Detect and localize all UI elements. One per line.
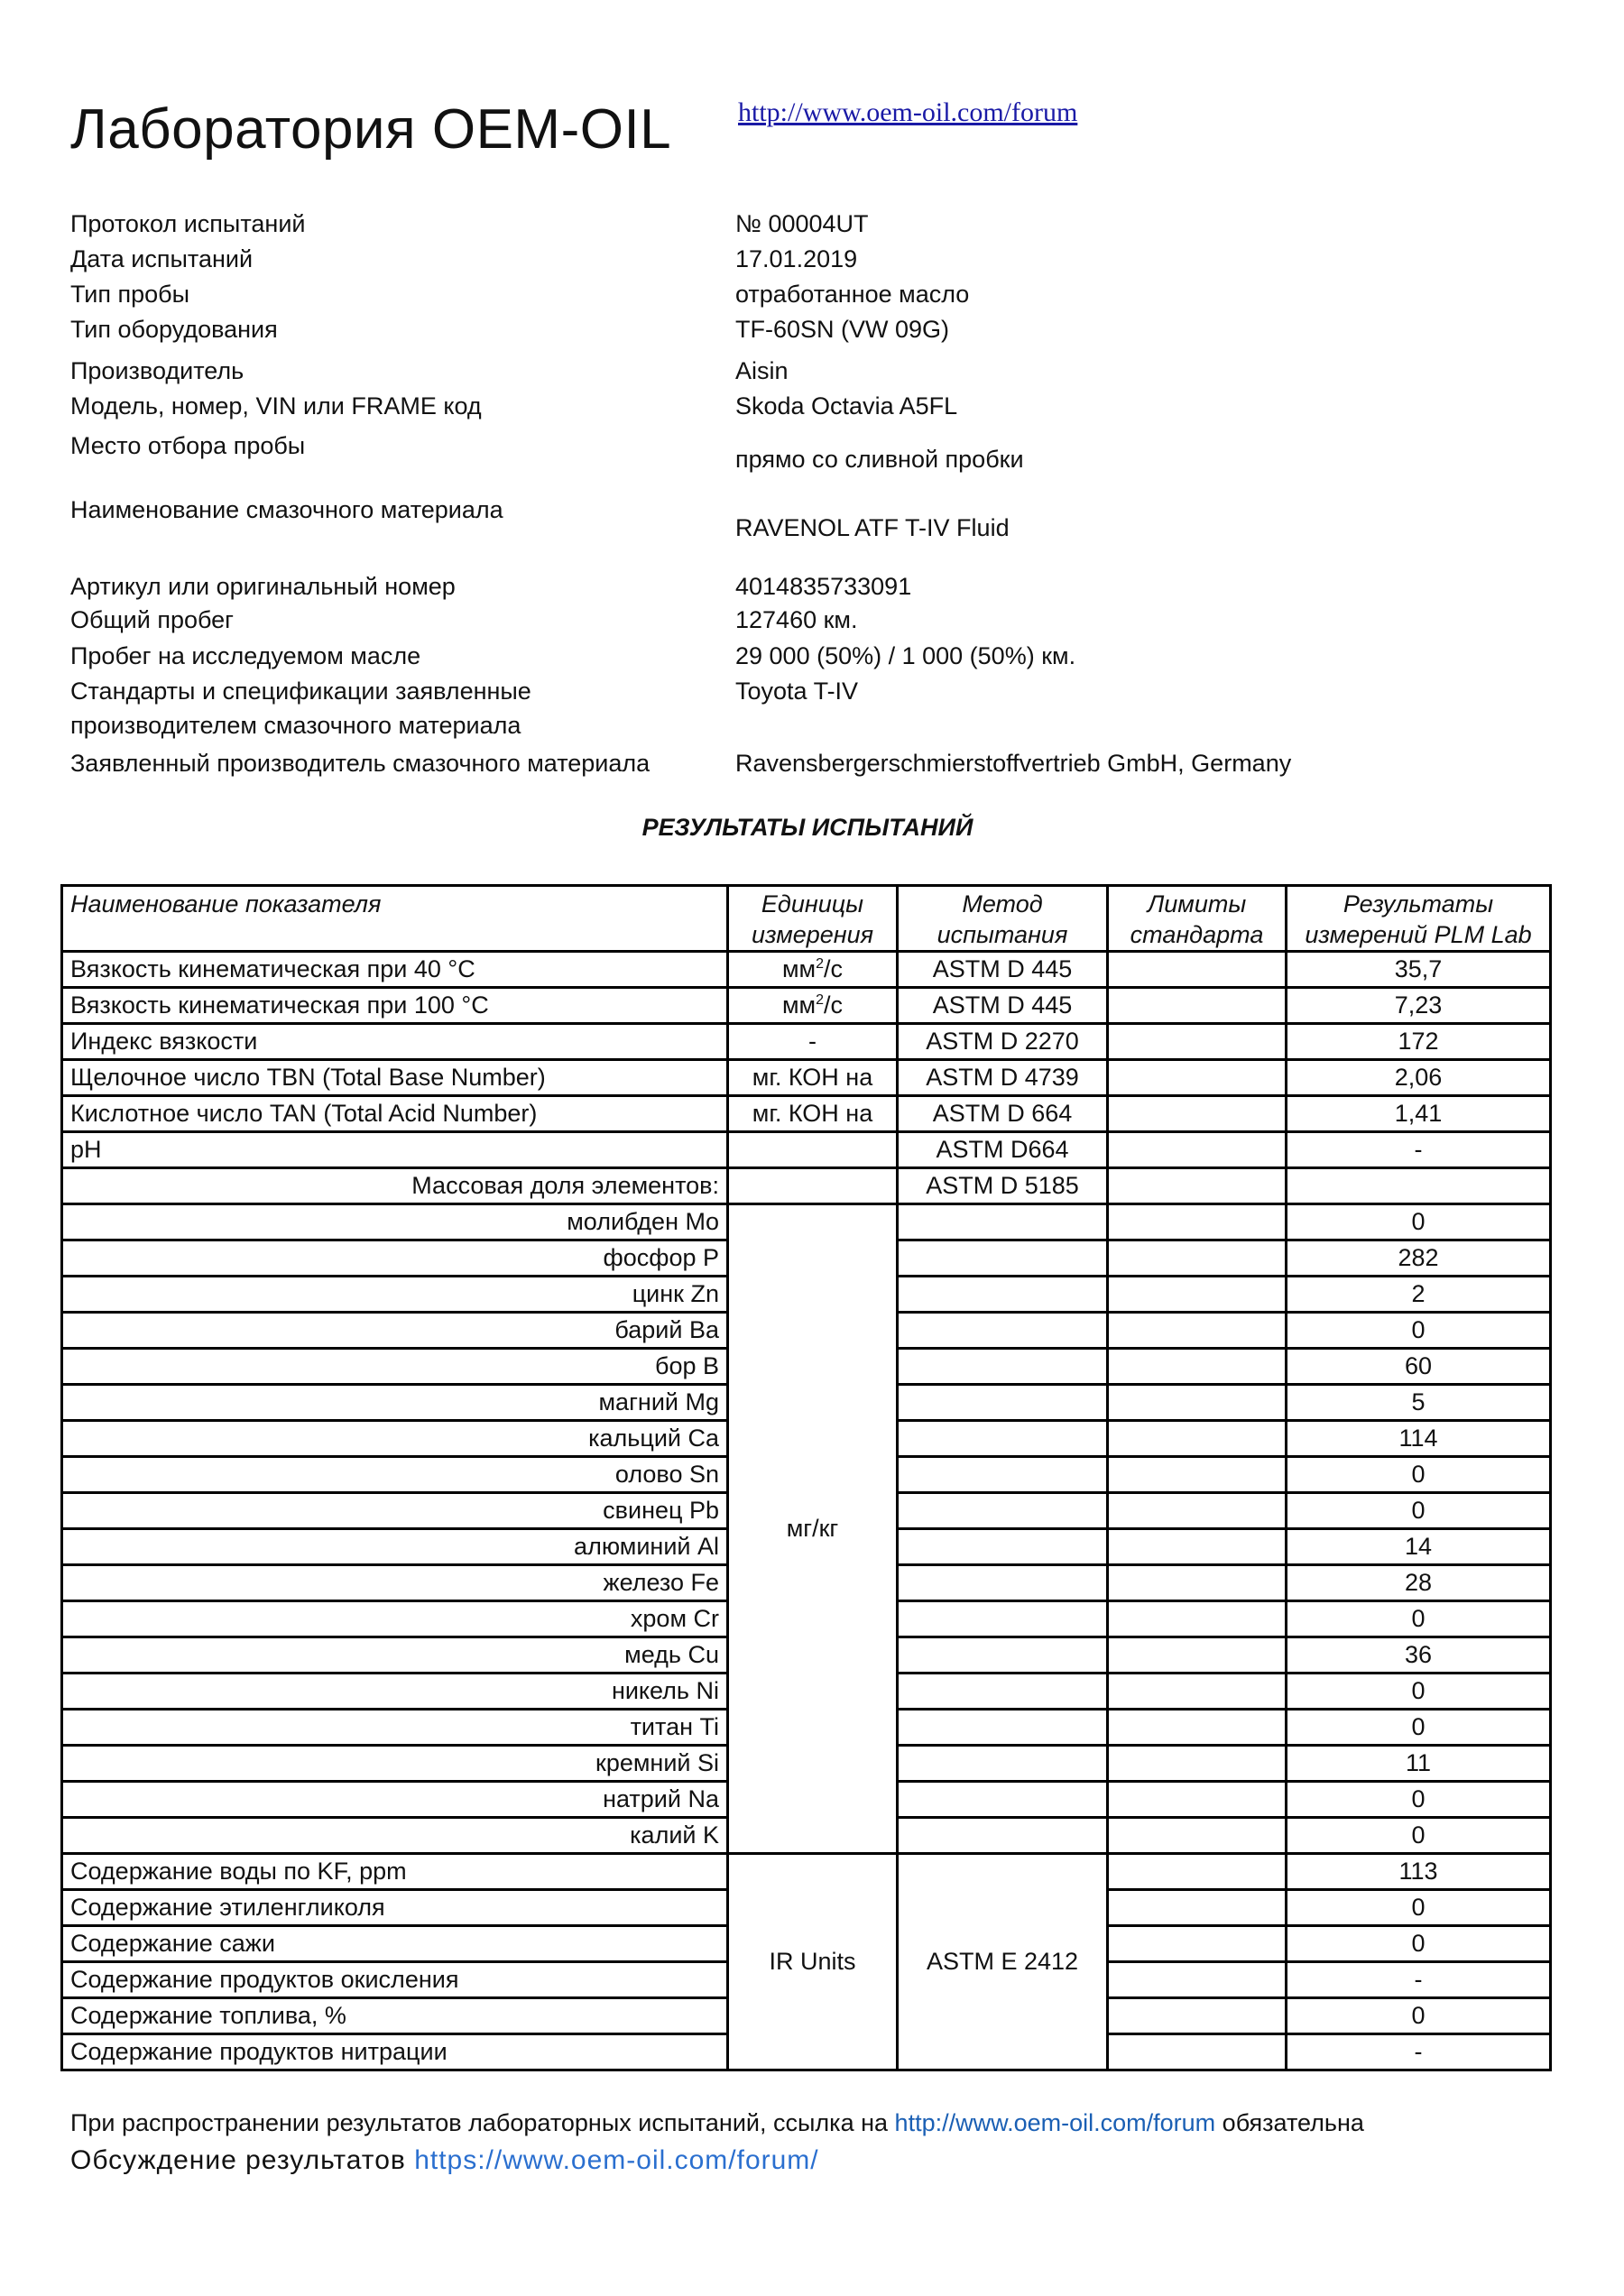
test-method	[898, 1782, 1108, 1818]
parameter-name: Содержание продуктов окисления	[62, 1962, 728, 1998]
element-name: фосфор P	[62, 1240, 728, 1277]
info-label: Модель, номер, VIN или FRAME код	[70, 392, 482, 420]
standard-limit	[1108, 1060, 1287, 1096]
element-name: хром Cr	[62, 1601, 728, 1637]
test-method: ASTM D 5185	[898, 1168, 1108, 1204]
info-value: TF-60SN (VW 09G)	[735, 316, 950, 343]
element-name: железо Fe	[62, 1565, 728, 1601]
parameter-name: Содержание этиленгликоля	[62, 1890, 728, 1926]
info-value: прямо со сливной пробки	[735, 446, 1024, 473]
parameter-name: Вязкость кинематическая при 40 °C	[62, 952, 728, 988]
standard-limit	[1108, 1457, 1287, 1493]
standard-limit	[1108, 1277, 1287, 1313]
result-value: 0	[1287, 1782, 1551, 1818]
parameter-name: Индекс вязкости	[62, 1024, 728, 1060]
element-name: цинк Zn	[62, 1277, 728, 1313]
test-method	[898, 1385, 1108, 1421]
standard-limit	[1108, 1674, 1287, 1710]
standard-limit	[1108, 1349, 1287, 1385]
standard-limit	[1108, 1168, 1287, 1204]
standard-limit	[1108, 1998, 1287, 2034]
element-name: алюминий Al	[62, 1529, 728, 1565]
info-value: RAVENOL ATF T-IV Fluid	[735, 514, 1010, 541]
standard-limit	[1108, 1132, 1287, 1168]
unit-tail: /с	[824, 991, 844, 1019]
parameter-unit: мг. КОН на	[728, 1096, 898, 1132]
column-header-units: Единицы измерения	[728, 886, 898, 952]
result-value: -	[1287, 1132, 1551, 1168]
element-name: олово Sn	[62, 1457, 728, 1493]
result-value: 7,23	[1287, 988, 1551, 1024]
info-label: Тип оборудования	[70, 316, 278, 343]
parameter-name: Содержание воды по KF, ppm	[62, 1854, 728, 1890]
standard-limit	[1108, 1926, 1287, 1962]
table-row	[62, 1060, 1551, 1096]
info-label: Протокол испытаний	[70, 210, 306, 237]
result-value: 0	[1287, 1818, 1551, 1854]
footer-citation-note	[70, 2109, 1364, 2137]
result-value: 0	[1287, 1204, 1551, 1240]
unit-text: мм	[781, 991, 817, 1019]
test-method	[898, 1313, 1108, 1349]
parameter-name: Кислотное число TAN (Total Acid Number)	[62, 1096, 728, 1132]
unit-tail: /с	[824, 955, 844, 982]
result-value: 60	[1287, 1349, 1551, 1385]
standard-limit	[1108, 1890, 1287, 1926]
test-method	[898, 1565, 1108, 1601]
standard-limit	[1108, 1493, 1287, 1529]
test-method	[898, 1349, 1108, 1385]
standard-limit	[1108, 952, 1287, 988]
table-row	[62, 1204, 1551, 1240]
parameter-name: Содержание сажи	[62, 1926, 728, 1962]
result-value: 11	[1287, 1746, 1551, 1782]
info-label: Тип пробы	[70, 281, 190, 308]
table-row	[62, 1024, 1551, 1060]
info-value: Skoda Octavia A5FL	[735, 392, 958, 420]
element-name: калий K	[62, 1818, 728, 1854]
info-label-continued: производителем смазочного материала	[70, 712, 521, 739]
result-value: 2	[1287, 1277, 1551, 1313]
element-name: бор B	[62, 1349, 728, 1385]
result-value: 113	[1287, 1854, 1551, 1890]
test-method: ASTM D 445	[898, 988, 1108, 1024]
result-value: -	[1287, 2034, 1551, 2070]
standard-limit	[1108, 1746, 1287, 1782]
parameter-name: pH	[62, 1132, 728, 1168]
info-label: Пробег на исследуемом масле	[70, 642, 421, 669]
standard-limit	[1108, 1313, 1287, 1349]
unit-superscript: 2	[816, 956, 824, 972]
result-value: 28	[1287, 1565, 1551, 1601]
standard-limit	[1108, 1565, 1287, 1601]
column-header-method: Метод испытания	[898, 886, 1108, 952]
standard-limit	[1108, 1854, 1287, 1890]
standard-limit	[1108, 1385, 1287, 1421]
results-table	[60, 884, 1552, 2071]
test-method	[898, 1204, 1108, 1240]
info-label: Наименование смазочного материала	[70, 496, 503, 523]
result-value: 2,06	[1287, 1060, 1551, 1096]
standard-limit	[1108, 1962, 1287, 1998]
result-value: 172	[1287, 1024, 1551, 1060]
table-row	[62, 952, 1551, 988]
standard-limit	[1108, 1240, 1287, 1277]
result-value: 0	[1287, 1710, 1551, 1746]
standard-limit	[1108, 1421, 1287, 1457]
standard-limit	[1108, 2034, 1287, 2070]
info-label: Артикул или оригинальный номер	[70, 573, 456, 600]
column-header-limits: Лимиты стандарта	[1108, 886, 1287, 952]
info-value: отработанное масло	[735, 281, 970, 308]
standard-limit	[1108, 1024, 1287, 1060]
result-value: -	[1287, 1962, 1551, 1998]
result-value: 1,41	[1287, 1096, 1551, 1132]
footer-citation-suffix: обязательна	[1222, 2109, 1364, 2136]
info-label: Дата испытаний	[70, 245, 254, 272]
ir-method: ASTM E 2412	[898, 1854, 1108, 2070]
elements-unit: мг/кг	[728, 1204, 898, 1854]
info-value: Ravensbergerschmierstoffvertrieb GmbH, Germany	[735, 750, 1292, 777]
column-header-results: Результаты измерений PLM Lab	[1287, 886, 1551, 952]
table-row	[62, 988, 1551, 1024]
parameter-unit	[728, 1168, 898, 1204]
column-header-name: Наименование показателя	[62, 886, 728, 952]
test-method: ASTM D 2270	[898, 1024, 1108, 1060]
test-method	[898, 1421, 1108, 1457]
result-value: 0	[1287, 1998, 1551, 2034]
result-value: 0	[1287, 1313, 1551, 1349]
result-value: 0	[1287, 1601, 1551, 1637]
standard-limit	[1108, 1637, 1287, 1674]
test-method: ASTM D664	[898, 1132, 1108, 1168]
standard-limit	[1108, 1204, 1287, 1240]
parameter-name: Щелочное число TBN (Total Base Number)	[62, 1060, 728, 1096]
standard-limit	[1108, 1818, 1287, 1854]
footer-forum-link[interactable]: http://www.oem-oil.com/forum	[894, 2109, 1216, 2136]
test-method	[898, 1457, 1108, 1493]
test-method: ASTM D 664	[898, 1096, 1108, 1132]
parameter-name: Содержание продуктов нитрации	[62, 2034, 728, 2070]
element-name: кальций Ca	[62, 1421, 728, 1457]
result-value: 0	[1287, 1890, 1551, 1926]
footer-discussion-link[interactable]: https://www.oem-oil.com/forum/	[414, 2145, 819, 2175]
elements-heading: Массовая доля элементов:	[62, 1168, 728, 1204]
footer-citation-text: При распространении результатов лабораторных испытаний, ссылка на	[70, 2109, 889, 2136]
element-name: медь Cu	[62, 1637, 728, 1674]
info-label: Общий пробег	[70, 606, 235, 633]
standard-limit	[1108, 988, 1287, 1024]
element-name: никель Ni	[62, 1674, 728, 1710]
unit-superscript: 2	[816, 992, 824, 1008]
standard-limit	[1108, 1096, 1287, 1132]
result-value: 36	[1287, 1637, 1551, 1674]
table-row	[62, 1854, 1551, 1890]
info-value: № 00004UT	[735, 210, 869, 237]
info-value: 4014835733091	[735, 573, 912, 600]
parameter-unit	[728, 952, 898, 988]
result-value: 114	[1287, 1421, 1551, 1457]
element-name: кремний Si	[62, 1746, 728, 1782]
parameter-name: Вязкость кинематическая при 100 °C	[62, 988, 728, 1024]
standard-limit	[1108, 1529, 1287, 1565]
result-value: 0	[1287, 1926, 1551, 1962]
test-method	[898, 1710, 1108, 1746]
element-name: магний Mg	[62, 1385, 728, 1421]
standard-limit	[1108, 1710, 1287, 1746]
result-value	[1287, 1168, 1551, 1204]
element-name: молибден Mo	[62, 1204, 728, 1240]
footer-discussion-text: Обсуждение результатов	[70, 2145, 406, 2175]
info-value: Aisin	[735, 357, 789, 384]
table-row	[62, 1132, 1551, 1168]
table-row	[62, 1096, 1551, 1132]
test-method	[898, 1240, 1108, 1277]
result-value: 282	[1287, 1240, 1551, 1277]
info-value: 127460 км.	[735, 606, 858, 633]
result-value: 0	[1287, 1493, 1551, 1529]
result-value: 0	[1287, 1457, 1551, 1493]
page-title: Лаборатория OEM-OIL	[70, 98, 672, 161]
test-method	[898, 1674, 1108, 1710]
parameter-unit: -	[728, 1024, 898, 1060]
test-method: ASTM D 4739	[898, 1060, 1108, 1096]
ir-unit: IR Units	[728, 1854, 898, 2070]
parameter-name: Содержание топлива, %	[62, 1998, 728, 2034]
test-method	[898, 1818, 1108, 1854]
test-method	[898, 1637, 1108, 1674]
unit-text: мм	[781, 955, 817, 982]
result-value: 0	[1287, 1674, 1551, 1710]
standard-limit	[1108, 1601, 1287, 1637]
test-method	[898, 1493, 1108, 1529]
footer-discussion	[70, 2145, 819, 2176]
elements-heading-row	[62, 1168, 1551, 1204]
test-method: ASTM D 445	[898, 952, 1108, 988]
results-section-title: РЕЗУЛЬТАТЫ ИСПЫТАНИЙ	[641, 814, 973, 841]
element-name: барий Ba	[62, 1313, 728, 1349]
test-method	[898, 1277, 1108, 1313]
info-value: 29 000 (50%) / 1 000 (50%) км.	[735, 642, 1076, 669]
table-header-row	[62, 886, 1551, 952]
standard-limit	[1108, 1782, 1287, 1818]
test-method	[898, 1746, 1108, 1782]
forum-link[interactable]: http://www.oem-oil.com/forum	[738, 97, 1078, 127]
parameter-unit	[728, 1132, 898, 1168]
info-value: Toyota T-IV	[735, 678, 859, 705]
test-method	[898, 1601, 1108, 1637]
info-label: Место отбора пробы	[70, 432, 306, 459]
info-label: Производитель	[70, 357, 245, 384]
parameter-unit	[728, 988, 898, 1024]
result-value: 14	[1287, 1529, 1551, 1565]
result-value: 5	[1287, 1385, 1551, 1421]
info-label: Стандарты и спецификации заявленные	[70, 678, 531, 705]
element-name: титан Ti	[62, 1710, 728, 1746]
element-name: свинец Pb	[62, 1493, 728, 1529]
element-name: натрий Na	[62, 1782, 728, 1818]
result-value: 35,7	[1287, 952, 1551, 988]
test-method	[898, 1529, 1108, 1565]
info-label: Заявленный производитель смазочного материала	[70, 750, 651, 777]
parameter-unit: мг. КОН на	[728, 1060, 898, 1096]
info-value: 17.01.2019	[735, 245, 858, 272]
